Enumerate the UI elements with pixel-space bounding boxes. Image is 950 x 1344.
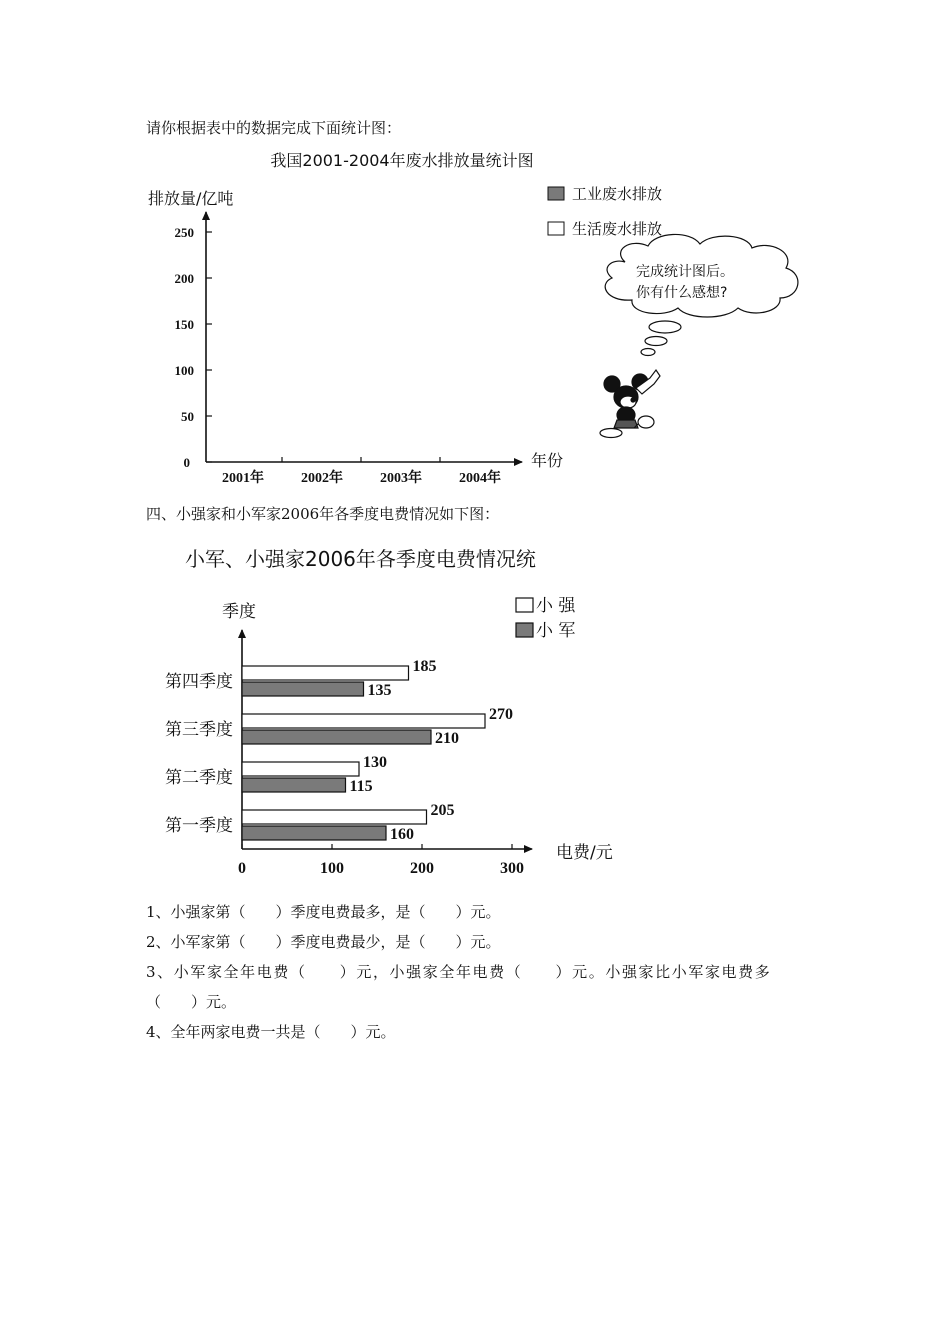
chart1-y-tick-label: 0 [183,455,190,470]
electricity-chart [0,530,950,890]
chart1-x-tick-label: 2002年 [301,471,343,486]
legend-xiaoqiang-label: 小 强 [536,596,576,616]
question-1: 1、小强家第（ ）季度电费最多，是（ ）元。 [146,903,501,921]
chart1-title: 我国2001-2004年废水排放量统计图 [270,151,534,170]
intro-text: 请你根据表中的数据完成下面统计图： [146,119,402,137]
chart1-y-tick-label: 100 [174,363,194,378]
chart1-y-tick-label: 50 [181,409,194,424]
chart2-x-tick-label: 0 [238,860,246,877]
bar-value-label: 115 [349,778,373,795]
chart1-x-tick-label: 2004年 [459,471,501,486]
bar-value-label: 160 [390,826,414,843]
chart2-bars [242,658,513,843]
bar-value-label: 130 [363,754,387,771]
category-label: 第三季度 [165,720,233,740]
chart2-x-tick-label: 200 [410,860,434,877]
question-3: 3、小军家全年电费（ ）元，小强家全年电费（ ）元。小强家比小军家电费多 [146,963,772,981]
legend-industrial-label: 工业废水排放 [572,185,663,203]
bar-xiaojun [242,778,346,792]
bar-xiaoqiang [242,762,359,776]
bar-value-label: 270 [489,706,513,723]
bar-xiaoqiang [242,714,485,728]
legend-xiaojun-label: 小 军 [536,621,576,641]
chart2-category-labels [165,672,233,836]
chart1-y-axis-label: 排放量/亿吨 [148,189,234,208]
legend-xiaoqiang-swatch [516,598,533,612]
bar-xiaojun [242,730,431,744]
category-label: 第一季度 [165,816,233,836]
legend-industrial-swatch [548,187,564,200]
bar-xiaojun [242,826,386,840]
chart2-y-axis-label: 季度 [222,602,256,622]
question-2: 2、小军家第（ ）季度电费最少，是（ ）元。 [146,933,501,951]
legend-xiaojun-swatch [516,623,533,637]
chart2-title: 小军、小强家2006年各季度电费情况统 [185,547,536,571]
legend-domestic-swatch [548,222,564,235]
legend-domestic-label: 生活废水排放 [572,220,663,238]
section-4-heading: 四、小强家和小军家2006年各季度电费情况如下图： [146,505,500,523]
question-4: 4、全年两家电费一共是（ ）元。 [146,1023,396,1041]
bar-value-label: 185 [412,658,437,675]
bar-value-label: 205 [430,802,455,819]
category-label: 第二季度 [165,768,233,788]
bar-xiaoqiang [242,666,409,680]
wastewater-chart [0,0,950,500]
bar-value-label: 135 [367,682,392,699]
chart1-y-tick-label: 200 [174,271,194,286]
category-label: 第四季度 [165,672,233,692]
cartoon-mouse-icon [600,370,660,438]
bubble-line-1: 完成统计图后。 [636,264,734,280]
chart1-y-tick-label: 250 [174,225,194,240]
chart2-x-axis-label: 电费/元 [556,843,613,863]
chart1-x-tick-label: 2003年 [380,471,422,486]
bar-xiaoqiang [242,810,427,824]
chart1-x-tick-label: 2001年 [222,471,264,486]
chart1-x-axis-label: 年份 [531,451,564,470]
bubble-line-2: 你有什么感想? [636,285,728,301]
chart2-x-tick-label: 100 [320,860,344,877]
bar-xiaojun [242,682,364,696]
question-3-continued: （ ）元。 [146,993,237,1011]
bar-value-label: 210 [435,730,459,747]
chart2-x-tick-label: 300 [500,860,524,877]
chart1-y-tick-label: 150 [174,317,194,332]
